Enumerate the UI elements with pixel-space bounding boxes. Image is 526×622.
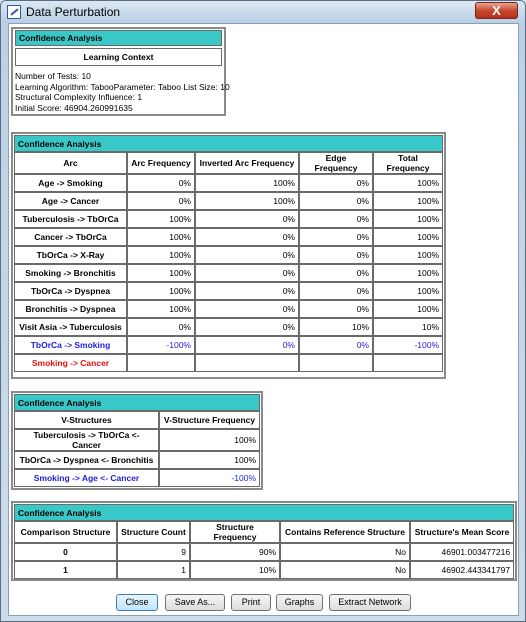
- arc-cell: 0%: [195, 318, 299, 336]
- vstructure-cell: 100%: [159, 429, 260, 451]
- structure-row[interactable]: [14, 543, 514, 561]
- structure-table-header: Confidence Analysis: [14, 504, 514, 521]
- structure-cell: 1: [117, 561, 190, 579]
- arc-cell: 0%: [299, 228, 373, 246]
- vstructure-cell: Smoking -> Age <- Cancer: [14, 469, 159, 487]
- vstructure-table: [14, 394, 260, 487]
- col-inverted-arc-frequency: Inverted Arc Frequency: [195, 152, 299, 174]
- arc-cell: 0%: [195, 282, 299, 300]
- arc-cell: 100%: [127, 300, 195, 318]
- arc-cell: Age -> Cancer: [14, 192, 127, 210]
- arc-cell: 10%: [373, 318, 443, 336]
- arc-cell: 100%: [373, 282, 443, 300]
- arc-table: [14, 135, 443, 372]
- col-v-structures: V-Structures: [14, 411, 159, 429]
- arc-cell: [127, 354, 195, 372]
- arc-cell: 100%: [127, 246, 195, 264]
- initial-score: Initial Score: 46904.260991635: [15, 102, 133, 113]
- arc-cell: 0%: [299, 336, 373, 354]
- arc-row[interactable]: [14, 192, 443, 210]
- arc-cell: [299, 354, 373, 372]
- arc-row[interactable]: [14, 264, 443, 282]
- arc-cell: 0%: [195, 264, 299, 282]
- vstructure-cell: TbOrCa -> Dyspnea <- Bronchitis: [14, 451, 159, 469]
- arc-cell: TbOrCa -> Smoking: [14, 336, 127, 354]
- arc-cell: [373, 354, 443, 372]
- arc-cell: Tuberculosis -> TbOrCa: [14, 210, 127, 228]
- title-bar[interactable]: [1, 1, 525, 23]
- structure-cell: 1: [14, 561, 117, 579]
- col-contains-reference: Contains Reference Structure: [280, 521, 410, 543]
- arc-cell: 0%: [195, 336, 299, 354]
- arc-cell: 100%: [127, 282, 195, 300]
- arc-cell: Visit Asia -> Tuberculosis: [14, 318, 127, 336]
- arc-cell: -100%: [127, 336, 195, 354]
- graphs-button[interactable]: Graphs: [276, 594, 323, 611]
- arc-cell: 0%: [195, 300, 299, 318]
- arc-cell: Cancer -> TbOrCa: [14, 228, 127, 246]
- col-arc-frequency: Arc Frequency: [127, 152, 195, 174]
- arc-cell: -100%: [373, 336, 443, 354]
- arc-cell: 100%: [373, 192, 443, 210]
- arc-cell: 10%: [299, 318, 373, 336]
- vstructure-cell: 100%: [159, 451, 260, 469]
- save-as-button[interactable]: Save As...: [165, 594, 225, 611]
- arc-cell: 0%: [299, 282, 373, 300]
- extract-network-button[interactable]: Extract Network: [329, 594, 411, 611]
- structure-cell: 10%: [190, 561, 280, 579]
- arc-table-header: Confidence Analysis: [14, 135, 443, 152]
- arc-row[interactable]: [14, 300, 443, 318]
- arc-cell: Smoking -> Cancer: [14, 354, 127, 372]
- vstructure-row[interactable]: [14, 451, 260, 469]
- col-comparison-structure: Comparison Structure: [14, 521, 117, 543]
- arc-cell: Bronchitis -> Dyspnea: [14, 300, 127, 318]
- col-arc: Arc: [14, 152, 127, 174]
- window-close-button[interactable]: X: [475, 2, 518, 19]
- vstructure-table-header: Confidence Analysis: [14, 394, 260, 411]
- arc-row[interactable]: [14, 336, 443, 354]
- arc-cell: 0%: [195, 246, 299, 264]
- arc-cell: 0%: [127, 174, 195, 192]
- structure-cell: 0: [14, 543, 117, 561]
- col-v-structure-frequency: V-Structure Frequency: [159, 411, 260, 429]
- col-edge-frequency: Edge Frequency: [299, 152, 373, 174]
- arc-confidence-panel: [11, 132, 446, 379]
- structure-cell: 90%: [190, 543, 280, 561]
- arc-cell: Age -> Smoking: [14, 174, 127, 192]
- arc-row[interactable]: [14, 318, 443, 336]
- learning-context-lines: [13, 71, 230, 113]
- arc-row[interactable]: [14, 228, 443, 246]
- structure-cell: 46901.003477216: [410, 543, 514, 561]
- col-mean-score: Structure's Mean Score: [410, 521, 514, 543]
- arc-cell: 100%: [373, 300, 443, 318]
- arc-cell: Smoking -> Bronchitis: [14, 264, 127, 282]
- arc-row[interactable]: [14, 354, 443, 372]
- vstructure-row[interactable]: [14, 469, 260, 487]
- arc-cell: 100%: [127, 210, 195, 228]
- col-total-frequency: Total Frequency: [373, 152, 443, 174]
- learning-context-title: Learning Context: [15, 48, 222, 66]
- structural-complexity: Structural Complexity Influence: 1: [15, 92, 143, 102]
- arc-cell: 100%: [373, 264, 443, 282]
- col-structure-count: Structure Count: [117, 521, 190, 543]
- arc-cell: 100%: [127, 228, 195, 246]
- print-button[interactable]: Print: [231, 594, 271, 611]
- structure-row[interactable]: [14, 561, 514, 579]
- arc-row[interactable]: [14, 210, 443, 228]
- arc-row[interactable]: [14, 246, 443, 264]
- arc-cell: 0%: [299, 300, 373, 318]
- arc-cell: 100%: [373, 228, 443, 246]
- arc-cell: 0%: [299, 192, 373, 210]
- arc-cell: 0%: [299, 210, 373, 228]
- arc-cell: 100%: [195, 174, 299, 192]
- arc-row[interactable]: [14, 174, 443, 192]
- client-area: [8, 23, 519, 616]
- vstructure-row[interactable]: [14, 429, 260, 451]
- structure-cell: No: [280, 543, 410, 561]
- arc-cell: 100%: [195, 192, 299, 210]
- arc-cell: 0%: [127, 318, 195, 336]
- learning-context-header: Confidence Analysis: [15, 30, 222, 46]
- arc-cell: 0%: [127, 192, 195, 210]
- window-title: Data Perturbation: [26, 5, 121, 19]
- vstructure-cell: Tuberculosis -> TbOrCa <- Cancer: [14, 429, 159, 451]
- col-structure-frequency: Structure Frequency: [190, 521, 280, 543]
- structure-cell: 46902.443341797: [410, 561, 514, 579]
- arc-cell: TbOrCa -> X-Ray: [14, 246, 127, 264]
- arc-cell: 100%: [373, 210, 443, 228]
- app-icon: [7, 5, 21, 19]
- arc-cell: 100%: [373, 246, 443, 264]
- arc-cell: 0%: [299, 264, 373, 282]
- arc-cell: 100%: [373, 174, 443, 192]
- arc-row[interactable]: [14, 282, 443, 300]
- learning-context-panel: [11, 27, 230, 116]
- structure-confidence-panel: [11, 501, 517, 581]
- arc-cell: 0%: [299, 174, 373, 192]
- vstructure-confidence-panel: [11, 391, 263, 490]
- close-button[interactable]: Close: [116, 594, 158, 611]
- structure-cell: 9: [117, 543, 190, 561]
- arc-cell: 0%: [195, 228, 299, 246]
- learning-algorithm: Learning Algorithm: TabooParameter: Taboo List Size: 10: [15, 81, 230, 92]
- vstructure-cell: -100%: [159, 469, 260, 487]
- arc-cell: 0%: [299, 246, 373, 264]
- arc-cell: 100%: [127, 264, 195, 282]
- arc-cell: [195, 354, 299, 372]
- arc-cell: TbOrCa -> Dyspnea: [14, 282, 127, 300]
- structure-cell: No: [280, 561, 410, 579]
- number-of-tests: Number of Tests: 10: [15, 71, 91, 81]
- structure-table: [14, 504, 514, 579]
- arc-cell: 0%: [195, 210, 299, 228]
